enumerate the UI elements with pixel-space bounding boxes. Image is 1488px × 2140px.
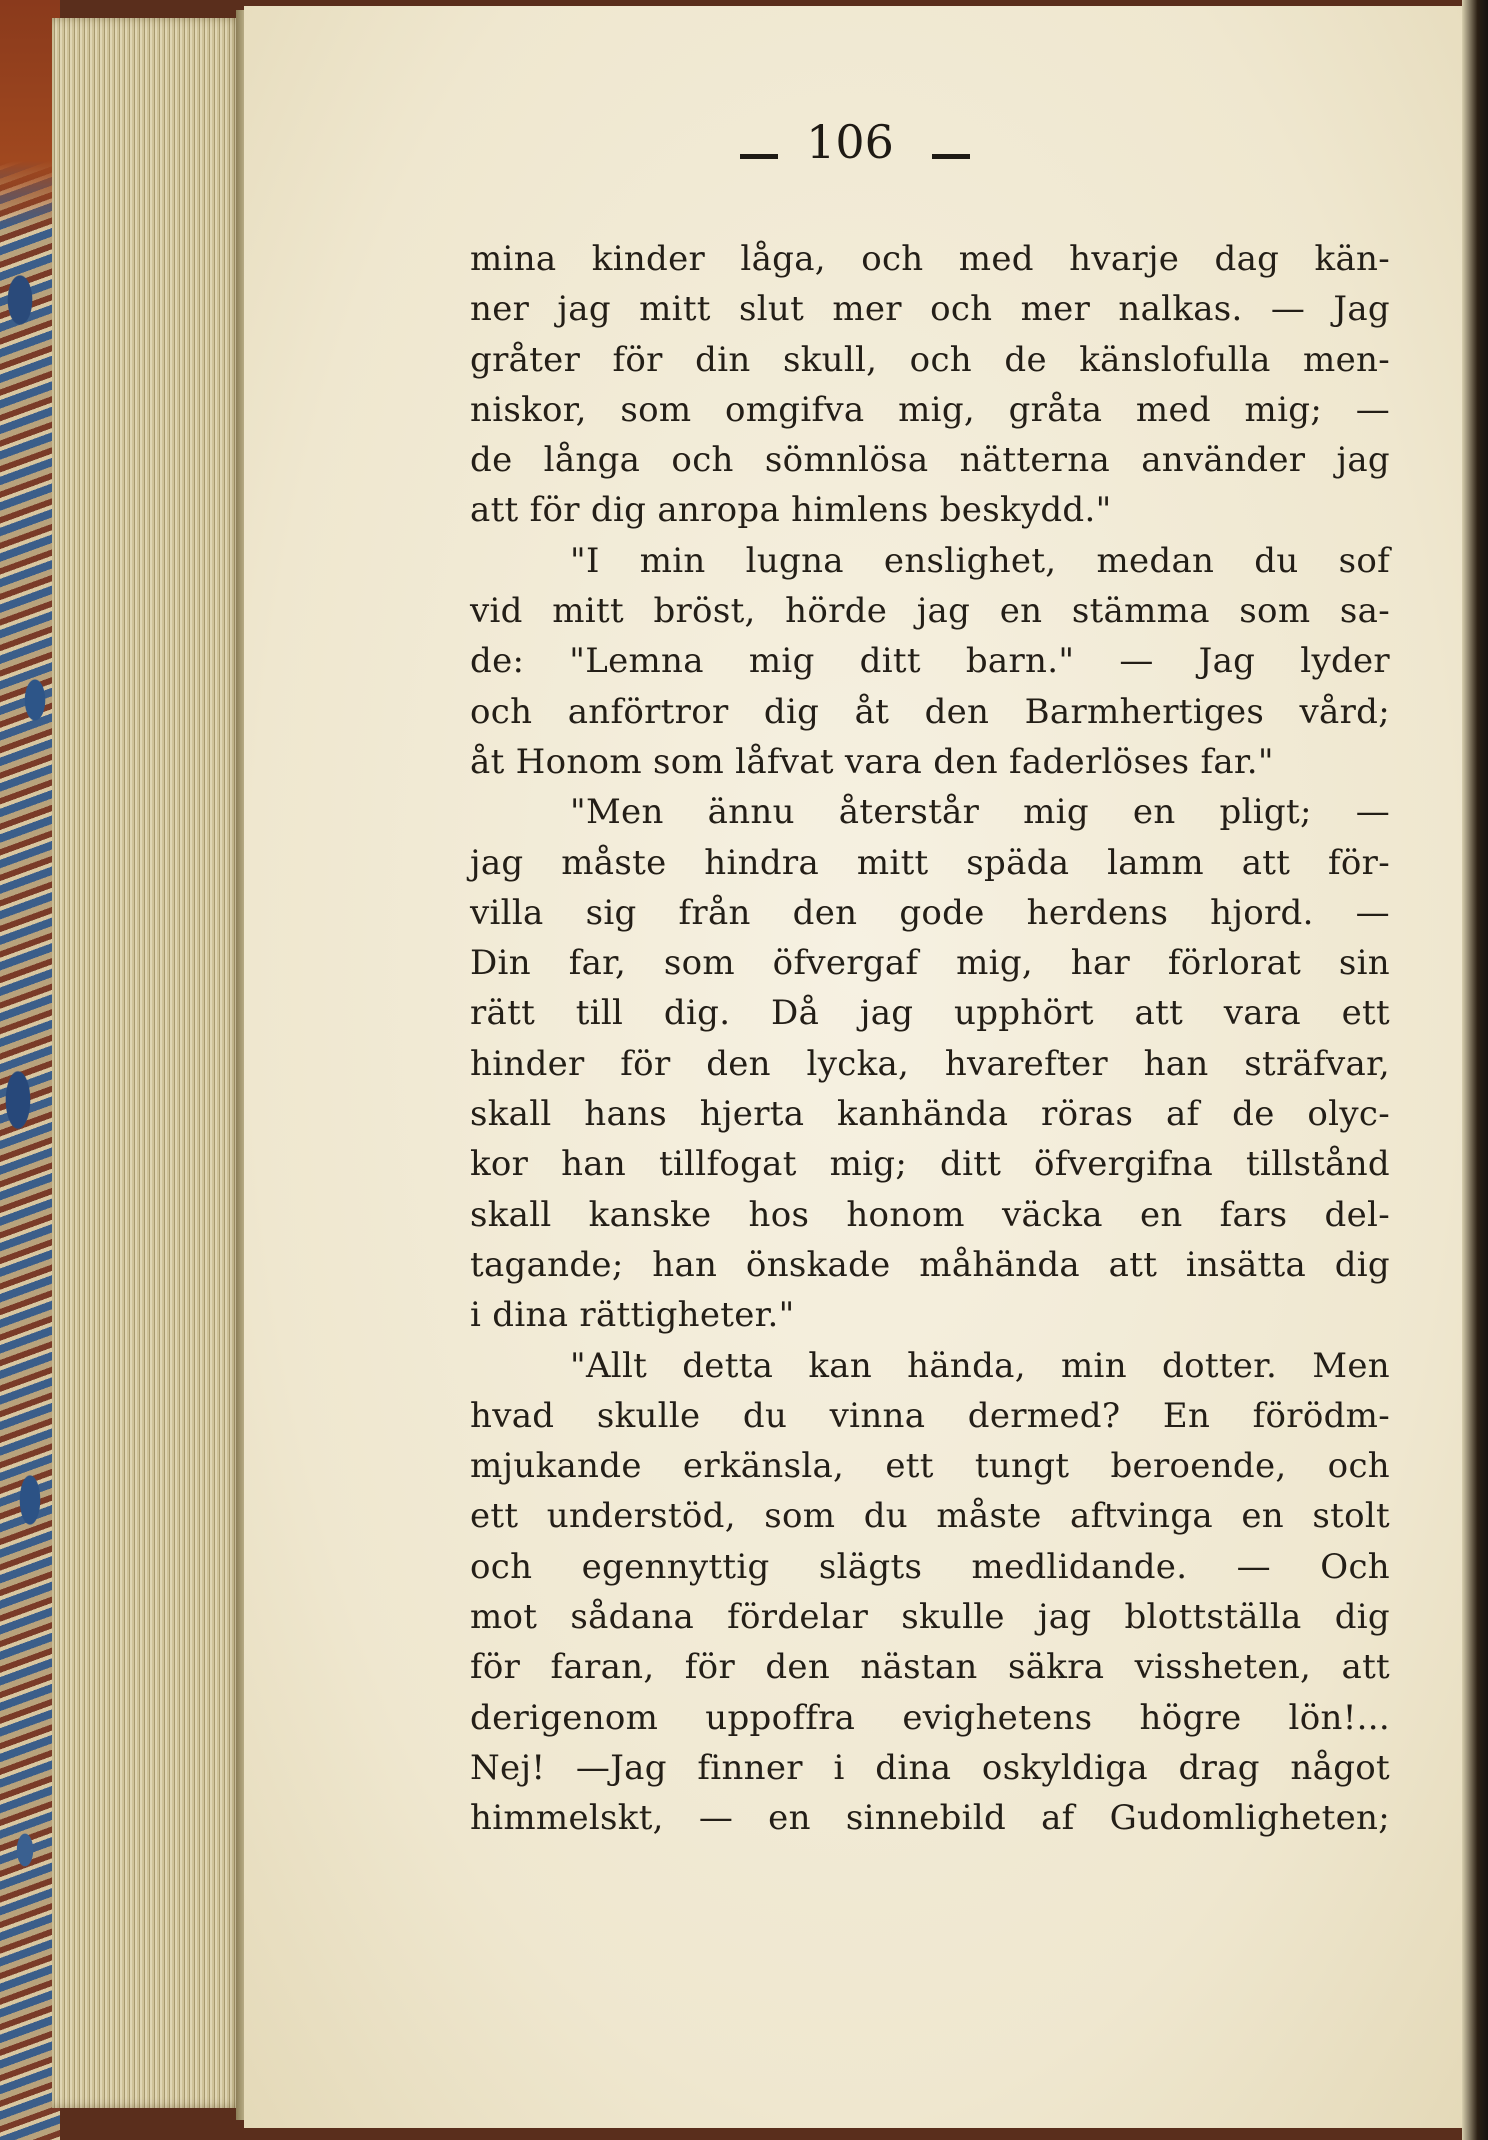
- page-block-edges: [52, 18, 242, 2108]
- text-line: niskor, som omgifva mig, gråta med mig; —: [470, 389, 1390, 430]
- text-line: mjukande erkänsla, ett tungt beroende, och: [470, 1446, 1390, 1487]
- text-line: ett understöd, som du måste aftvinga en stolt: [470, 1496, 1390, 1537]
- text-line: skall kanske hos honom väcka en fars del-: [470, 1194, 1390, 1235]
- text-line: rätt till dig. Då jag upphört att vara ett: [470, 993, 1390, 1034]
- header-dash-right: [932, 154, 970, 159]
- text-line: hinder för den lycka, hvarefter han sträfvar,: [470, 1043, 1390, 1084]
- text-line: Nej! —Jag finner i dina oskyldiga drag något: [470, 1747, 1390, 1788]
- page-header: [700, 112, 1000, 172]
- text-line: "Allt detta kan hända, min dotter. Men: [570, 1345, 1390, 1386]
- text-line: Din far, som öfvergaf mig, har förlorat sin: [470, 943, 1390, 984]
- text-line: de: "Lemna mig ditt barn." — Jag lyder: [470, 641, 1390, 682]
- text-line: "I min lugna enslighet, medan du sof: [570, 540, 1390, 581]
- cover-leather-corner: [0, 0, 60, 230]
- text-line: jag måste hindra mitt späda lamm att för-: [470, 842, 1390, 883]
- text-line: vid mitt bröst, hörde jag en stämma som sa-: [470, 591, 1390, 632]
- right-page-edge: [1462, 0, 1488, 2140]
- text-line: ner jag mitt slut mer och mer nalkas. — Jag: [470, 289, 1390, 330]
- text-line: tagande; han önskade måhända att insätta dig: [470, 1244, 1390, 1285]
- text-line: derigenom uppoffra evighetens högre lön!...: [470, 1697, 1390, 1738]
- text-line: i dina rättigheter.": [470, 1295, 795, 1336]
- text-line: "Men ännu återstår mig en pligt; —: [570, 792, 1390, 833]
- body-text: [470, 234, 1390, 1844]
- text-line: de långa och sömnlösa nätterna använder jag: [470, 440, 1390, 481]
- header-dash-left: [740, 154, 778, 159]
- text-line: gråter för din skull, och de känslofulla men-: [470, 339, 1390, 380]
- text-line: skall hans hjerta kanhända röras af de olyc-: [470, 1094, 1390, 1135]
- text-line: och egennyttig slägts medlidande. — Och: [470, 1546, 1390, 1587]
- text-line: himmelskt, — en sinnebild af Gudomligheten;: [470, 1798, 1390, 1839]
- text-line: hvad skulle du vinna dermed? En förödm-: [470, 1395, 1390, 1436]
- text-line: villa sig från den gode herdens hjord. —: [470, 892, 1390, 933]
- text-line: och anförtror dig åt den Barmhertiges vård;: [470, 691, 1390, 732]
- page-number: 106: [806, 115, 894, 169]
- marbled-cover: [0, 0, 60, 2140]
- text-line: att för dig anropa himlens beskydd.": [470, 490, 1112, 531]
- text-line: mina kinder låga, och med hvarje dag kän-: [470, 239, 1390, 279]
- text-line: åt Honom som låfvat vara den faderlöses far.": [470, 741, 1274, 782]
- text-line: kor han tillfogat mig; ditt öfvergifna tillstånd: [470, 1144, 1390, 1185]
- text-line: för faran, för den nästan säkra vissheten, att: [470, 1647, 1390, 1688]
- text-line: mot sådana fördelar skulle jag blottställa dig: [470, 1597, 1390, 1638]
